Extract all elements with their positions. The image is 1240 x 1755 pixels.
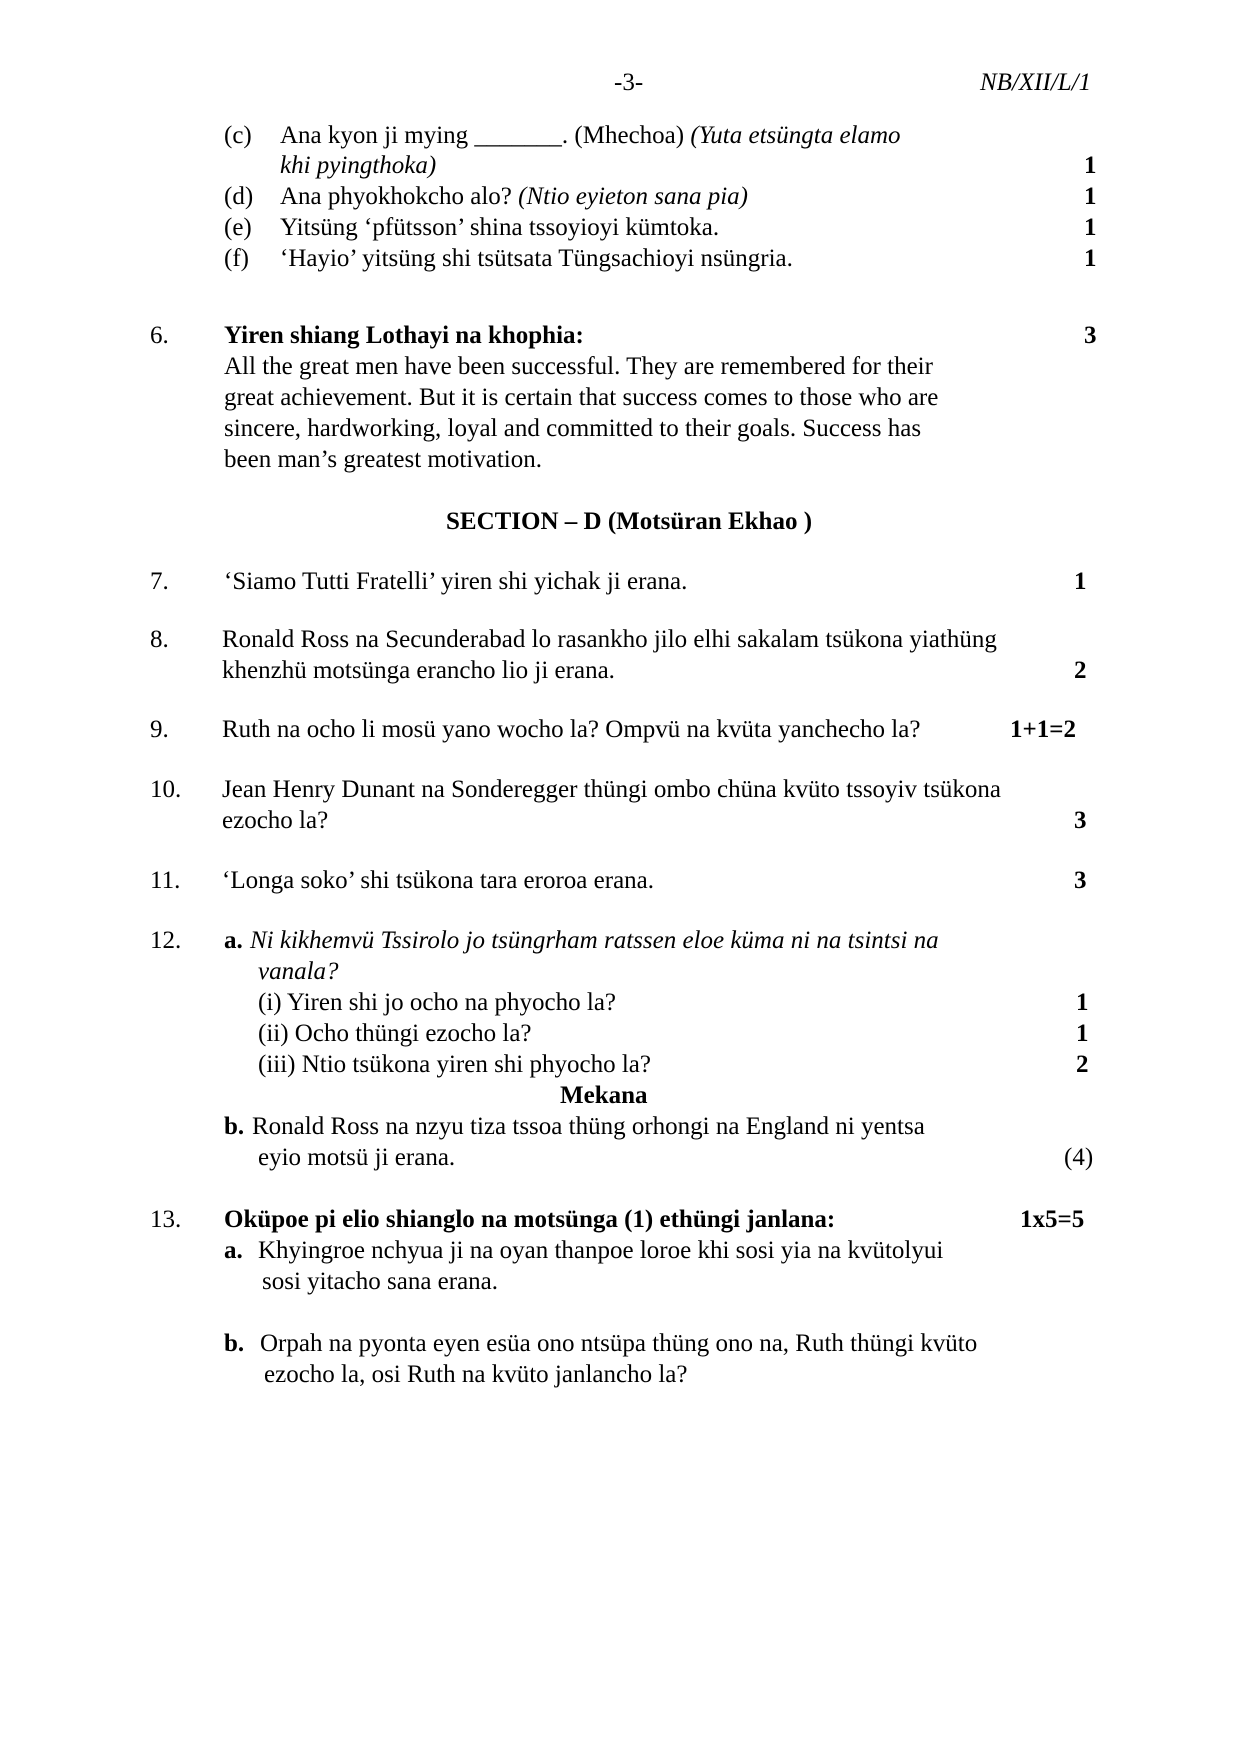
q11-marks: 3: [1074, 867, 1087, 894]
q6-passage-line: great achievement. But it is certain that success comes to those who are: [224, 384, 939, 411]
q9-number: 9.: [150, 716, 169, 743]
q12a-i-text: (i) Yiren shi jo ocho na phyocho la?: [258, 989, 617, 1016]
q10-text: Jean Henry Dunant na Sonderegger thüngi ombo chüna kvüto tssoyiv tsükona: [222, 776, 1002, 803]
q12b-label: b.: [224, 1113, 245, 1140]
paper-code: NB/XII/L/1: [980, 69, 1092, 96]
q13b-label: b.: [224, 1330, 245, 1357]
q9-marks: 1+1=2: [1010, 716, 1076, 743]
q8-text-cont: khenzhü motsünga erancho lio ji erana.: [222, 657, 615, 684]
q5c-marks: 1: [1084, 152, 1097, 179]
q6-passage-line: been man’s greatest motivation.: [224, 446, 542, 473]
q12a-ii-text: (ii) Ocho thüngi ezocho la?: [258, 1020, 532, 1047]
q12b-text: Ronald Ross na nzyu tiza tssoa thüng orhongi na England ni yentsa: [252, 1113, 925, 1140]
q5d-text: Ana phyokhokcho alo? (Ntio eyieton sana pia): [280, 183, 748, 210]
q5d-marks: 1: [1084, 183, 1097, 210]
q12a-i-marks: 1: [1076, 989, 1089, 1016]
q8-number: 8.: [150, 626, 169, 653]
q12a-iii-text: (iii) Ntio tsükona yiren shi phyocho la?: [258, 1051, 651, 1078]
q13a-text-cont: sosi yitacho sana erana.: [262, 1268, 499, 1295]
q12b-text-cont: eyio motsü ji erana.: [258, 1144, 456, 1171]
q11-number: 11.: [150, 867, 181, 894]
q5f-marks: 1: [1084, 245, 1097, 272]
q6-passage-line: sincere, hardworking, loyal and committed to their goals. Success has: [224, 415, 922, 442]
q5e-text: Yitsüng ‘pfütsson’ shina tssoyioyi kümtoka.: [280, 214, 720, 241]
q6-passage-line: All the great men have been successful. They are remembered for their: [224, 353, 933, 380]
q12-or-label: Mekana: [560, 1082, 648, 1109]
q12b-marks: (4): [1064, 1144, 1094, 1171]
q13a-text: Khyingroe nchyua ji na oyan thanpoe loroe khi sosi yia na kvütolyui: [258, 1237, 944, 1264]
q5e-label: (e): [224, 214, 252, 241]
q7-number: 7.: [150, 568, 169, 595]
q7-text: ‘Siamo Tutti Fratelli’ yiren shi yichak ji erana.: [224, 568, 688, 595]
q6-title: Yiren shiang Lothayi na khophia:: [224, 322, 584, 349]
q5f-text: ‘Hayio’ yitsüng shi tsütsata Tüngsachioyi nsüngria.: [280, 245, 793, 272]
q12a-text-cont: vanala?: [258, 958, 339, 985]
q13-title: Oküpoe pi elio shianglo na motsünga (1) ethüngi janlana:: [224, 1206, 836, 1233]
q12a-label: a.: [224, 927, 243, 954]
q13b-text: Orpah na pyonta eyen esüa ono ntsüpa thüng ono na, Ruth thüngi kvüto: [260, 1330, 978, 1357]
q12a-iii-marks: 2: [1076, 1051, 1089, 1078]
q8-marks: 2: [1074, 657, 1087, 684]
page-number: -3-: [614, 69, 644, 96]
q5c-text-cont: khi pyingthoka): [280, 152, 437, 179]
q5c-text: Ana kyon ji mying _______. (Mhechoa) (Yuta etsüngta elamo: [280, 122, 901, 149]
q7-marks: 1: [1074, 568, 1087, 595]
q5d-label: (d): [224, 183, 254, 210]
q6-marks: 3: [1084, 322, 1097, 349]
q12a-text: Ni kikhemvü Tssirolo jo tsüngrham ratssen eloe küma ni na tsintsi na: [250, 927, 939, 954]
q5c-label: (c): [224, 122, 252, 149]
section-d-heading: SECTION – D (Motsüran Ekhao ): [446, 508, 813, 535]
q5e-marks: 1: [1084, 214, 1097, 241]
q6-number: 6.: [150, 322, 169, 349]
q5f-label: (f): [224, 245, 249, 272]
q13-marks: 1x5=5: [1020, 1206, 1085, 1233]
q12-number: 12.: [150, 927, 182, 954]
q13b-text-cont: ezocho la, osi Ruth na kvüto janlancho la?: [264, 1361, 688, 1388]
q10-marks: 3: [1074, 807, 1087, 834]
q12a-ii-marks: 1: [1076, 1020, 1089, 1047]
q13a-label: a.: [224, 1237, 243, 1264]
q10-number: 10.: [150, 776, 182, 803]
q8-text: Ronald Ross na Secunderabad lo rasankho jilo elhi sakalam tsükona yiathüng: [222, 626, 997, 653]
q11-text: ‘Longa soko’ shi tsükona tara eroroa erana.: [222, 867, 655, 894]
q9-text: Ruth na ocho li mosü yano wocho la? Ompvü na kvüta yanchecho la?: [222, 716, 921, 743]
q10-text-cont: ezocho la?: [222, 807, 329, 834]
q13-number: 13.: [150, 1206, 182, 1233]
